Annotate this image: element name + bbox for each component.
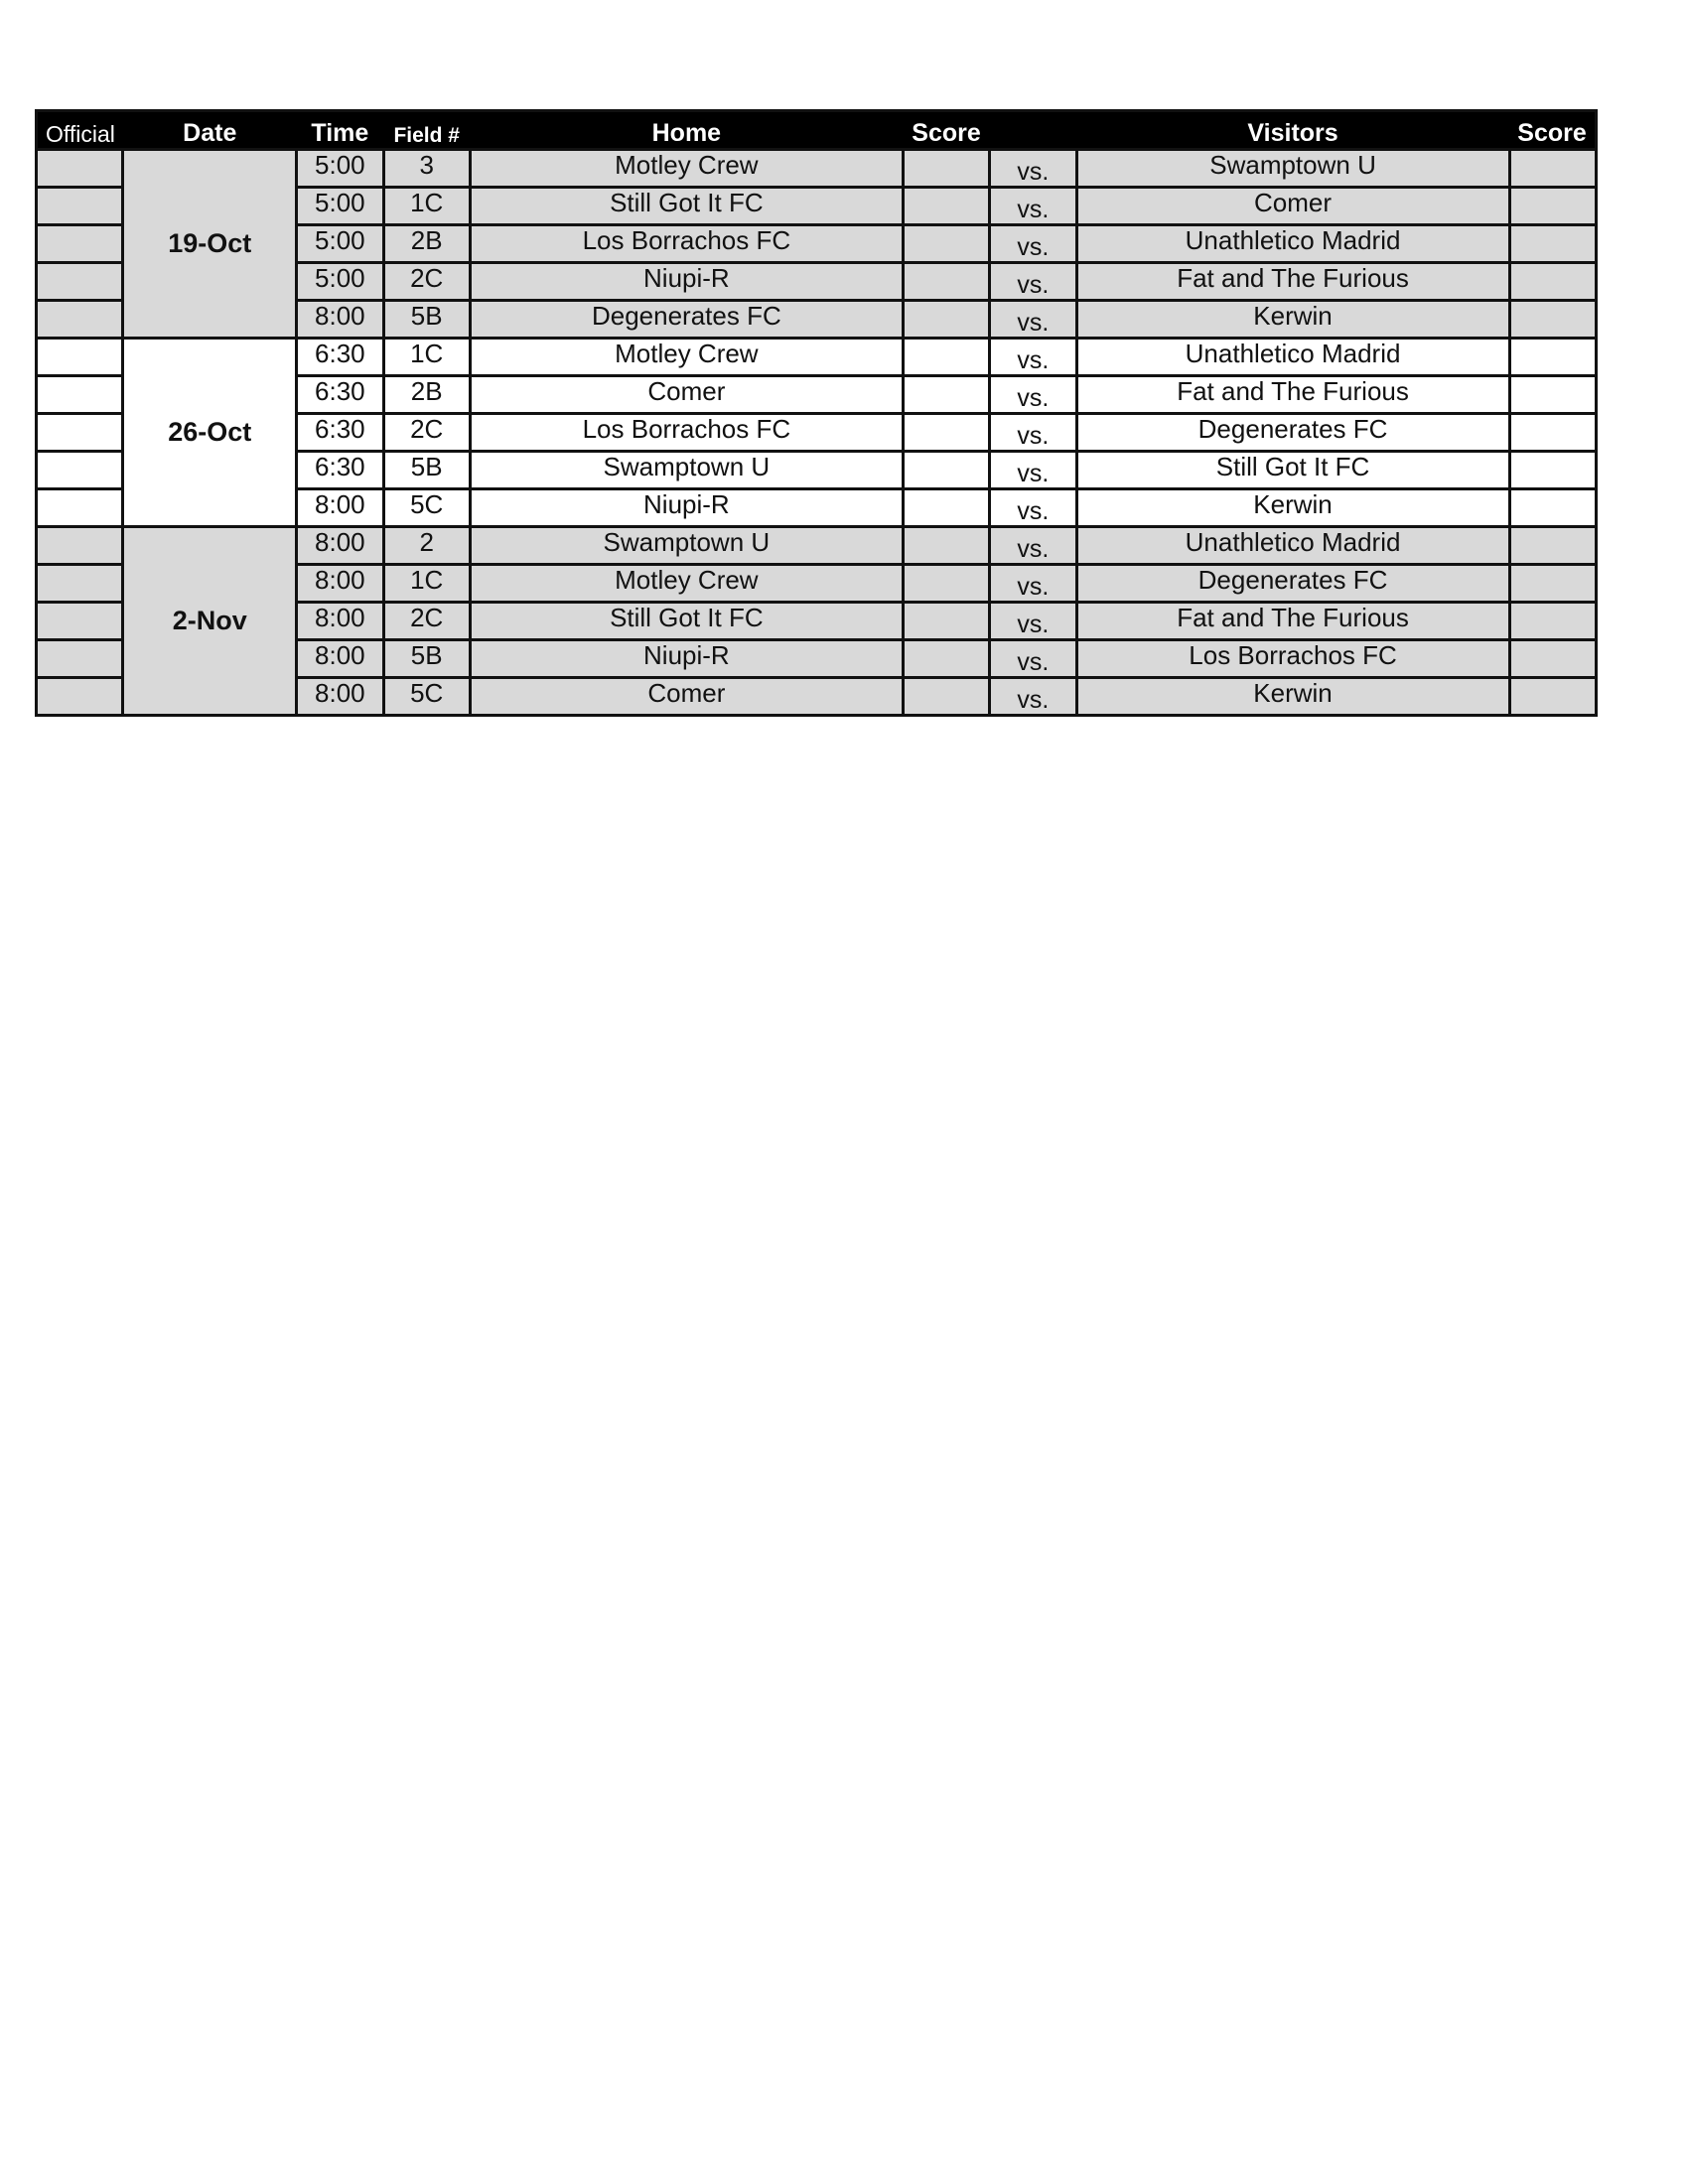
home-score-cell[interactable]: [903, 376, 989, 414]
official-cell[interactable]: [37, 527, 123, 565]
time-cell: 8:00: [297, 678, 383, 716]
official-cell[interactable]: [37, 640, 123, 678]
visitors-score-cell[interactable]: [1509, 376, 1596, 414]
visitors-team-cell: Comer: [1076, 188, 1509, 225]
home-team-cell: Still Got It FC: [470, 188, 903, 225]
official-cell[interactable]: [37, 678, 123, 716]
home-score-cell[interactable]: [903, 603, 989, 640]
visitors-team-cell: Unathletico Madrid: [1076, 527, 1509, 565]
vs-cell: vs.: [990, 263, 1076, 301]
official-cell[interactable]: [37, 603, 123, 640]
vs-cell: vs.: [990, 527, 1076, 565]
field-cell: 3: [383, 150, 470, 188]
visitors-score-cell[interactable]: [1509, 527, 1596, 565]
visitors-score-cell[interactable]: [1509, 678, 1596, 716]
field-cell: 5B: [383, 640, 470, 678]
home-score-cell[interactable]: [903, 678, 989, 716]
home-team-cell: Los Borrachos FC: [470, 414, 903, 452]
visitors-team-cell: Still Got It FC: [1076, 452, 1509, 489]
vs-cell: vs.: [990, 640, 1076, 678]
official-cell[interactable]: [37, 301, 123, 339]
field-cell: 2: [383, 527, 470, 565]
header-row: [37, 111, 1597, 150]
visitors-team-cell: Fat and The Furious: [1076, 603, 1509, 640]
header-home: Home: [470, 111, 903, 150]
visitors-team-cell: Unathletico Madrid: [1076, 339, 1509, 376]
time-cell: 6:30: [297, 376, 383, 414]
official-cell[interactable]: [37, 376, 123, 414]
header-visitors: Visitors: [1076, 111, 1509, 150]
official-cell[interactable]: [37, 225, 123, 263]
visitors-score-cell[interactable]: [1509, 301, 1596, 339]
vs-cell: vs.: [990, 301, 1076, 339]
time-cell: 8:00: [297, 489, 383, 527]
visitors-score-cell[interactable]: [1509, 150, 1596, 188]
home-team-cell: Niupi-R: [470, 640, 903, 678]
field-cell: 5C: [383, 489, 470, 527]
header-date: Date: [123, 111, 297, 150]
home-team-cell: Swamptown U: [470, 452, 903, 489]
official-cell[interactable]: [37, 188, 123, 225]
time-cell: 8:00: [297, 301, 383, 339]
game-row: [37, 339, 1597, 376]
schedule-body: [37, 150, 1597, 716]
official-cell[interactable]: [37, 414, 123, 452]
vs-cell: vs.: [990, 414, 1076, 452]
vs-cell: vs.: [990, 339, 1076, 376]
field-cell: 5C: [383, 678, 470, 716]
field-cell: 2C: [383, 263, 470, 301]
field-cell: 1C: [383, 339, 470, 376]
header-home-score: Score: [903, 111, 989, 150]
time-cell: 6:30: [297, 452, 383, 489]
header-visitors-score: Score: [1509, 111, 1596, 150]
official-cell[interactable]: [37, 263, 123, 301]
home-team-cell: Motley Crew: [470, 339, 903, 376]
time-cell: 8:00: [297, 640, 383, 678]
vs-cell: vs.: [990, 603, 1076, 640]
time-cell: 8:00: [297, 603, 383, 640]
home-team-cell: Niupi-R: [470, 263, 903, 301]
home-team-cell: Motley Crew: [470, 565, 903, 603]
vs-cell: vs.: [990, 225, 1076, 263]
time-cell: 8:00: [297, 565, 383, 603]
visitors-team-cell: Degenerates FC: [1076, 565, 1509, 603]
date-cell: 2-Nov: [123, 527, 297, 716]
official-cell[interactable]: [37, 565, 123, 603]
home-score-cell[interactable]: [903, 414, 989, 452]
field-cell: 5B: [383, 301, 470, 339]
home-team-cell: Swamptown U: [470, 527, 903, 565]
home-score-cell[interactable]: [903, 150, 989, 188]
official-cell[interactable]: [37, 339, 123, 376]
visitors-team-cell: Los Borrachos FC: [1076, 640, 1509, 678]
home-score-cell[interactable]: [903, 565, 989, 603]
field-cell: 5B: [383, 452, 470, 489]
visitors-team-cell: Kerwin: [1076, 678, 1509, 716]
time-cell: 6:30: [297, 339, 383, 376]
visitors-score-cell[interactable]: [1509, 489, 1596, 527]
visitors-score-cell[interactable]: [1509, 225, 1596, 263]
visitors-team-cell: Fat and The Furious: [1076, 263, 1509, 301]
home-team-cell: Motley Crew: [470, 150, 903, 188]
visitors-score-cell[interactable]: [1509, 452, 1596, 489]
field-cell: 2C: [383, 414, 470, 452]
vs-cell: vs.: [990, 376, 1076, 414]
visitors-score-cell[interactable]: [1509, 339, 1596, 376]
time-cell: 5:00: [297, 150, 383, 188]
visitors-score-cell[interactable]: [1509, 414, 1596, 452]
visitors-score-cell[interactable]: [1509, 565, 1596, 603]
time-cell: 5:00: [297, 263, 383, 301]
home-team-cell: Degenerates FC: [470, 301, 903, 339]
field-cell: 2B: [383, 376, 470, 414]
official-cell[interactable]: [37, 150, 123, 188]
home-team-cell: Comer: [470, 678, 903, 716]
header-field: Field #: [383, 111, 470, 150]
visitors-score-cell[interactable]: [1509, 263, 1596, 301]
official-cell[interactable]: [37, 489, 123, 527]
field-cell: 1C: [383, 565, 470, 603]
home-team-cell: Comer: [470, 376, 903, 414]
time-cell: 6:30: [297, 414, 383, 452]
home-team-cell: Los Borrachos FC: [470, 225, 903, 263]
vs-cell: vs.: [990, 452, 1076, 489]
field-cell: 2C: [383, 603, 470, 640]
vs-cell: vs.: [990, 678, 1076, 716]
home-score-cell[interactable]: [903, 640, 989, 678]
schedule-table: [35, 109, 1598, 717]
vs-cell: vs.: [990, 150, 1076, 188]
date-cell: 26-Oct: [123, 339, 297, 527]
official-cell[interactable]: [37, 452, 123, 489]
visitors-team-cell: Swamptown U: [1076, 150, 1509, 188]
home-team-cell: Niupi-R: [470, 489, 903, 527]
home-score-cell[interactable]: [903, 489, 989, 527]
time-cell: 8:00: [297, 527, 383, 565]
home-score-cell[interactable]: [903, 452, 989, 489]
vs-cell: vs.: [990, 565, 1076, 603]
visitors-team-cell: Fat and The Furious: [1076, 376, 1509, 414]
game-row: [37, 527, 1597, 565]
date-cell: 19-Oct: [123, 150, 297, 339]
time-cell: 5:00: [297, 188, 383, 225]
field-cell: 1C: [383, 188, 470, 225]
visitors-score-cell[interactable]: [1509, 603, 1596, 640]
header-vs: [990, 111, 1076, 150]
visitors-score-cell[interactable]: [1509, 188, 1596, 225]
home-score-cell[interactable]: [903, 339, 989, 376]
visitors-team-cell: Degenerates FC: [1076, 414, 1509, 452]
field-cell: 2B: [383, 225, 470, 263]
home-score-cell[interactable]: [903, 263, 989, 301]
visitors-team-cell: Unathletico Madrid: [1076, 225, 1509, 263]
vs-cell: vs.: [990, 489, 1076, 527]
home-score-cell[interactable]: [903, 225, 989, 263]
home-team-cell: Still Got It FC: [470, 603, 903, 640]
visitors-score-cell[interactable]: [1509, 640, 1596, 678]
game-row: [37, 150, 1597, 188]
home-score-cell[interactable]: [903, 527, 989, 565]
visitors-team-cell: Kerwin: [1076, 301, 1509, 339]
home-score-cell[interactable]: [903, 188, 989, 225]
time-cell: 5:00: [297, 225, 383, 263]
header-official: Official: [37, 111, 123, 150]
home-score-cell[interactable]: [903, 301, 989, 339]
vs-cell: vs.: [990, 188, 1076, 225]
visitors-team-cell: Kerwin: [1076, 489, 1509, 527]
header-time: Time: [297, 111, 383, 150]
